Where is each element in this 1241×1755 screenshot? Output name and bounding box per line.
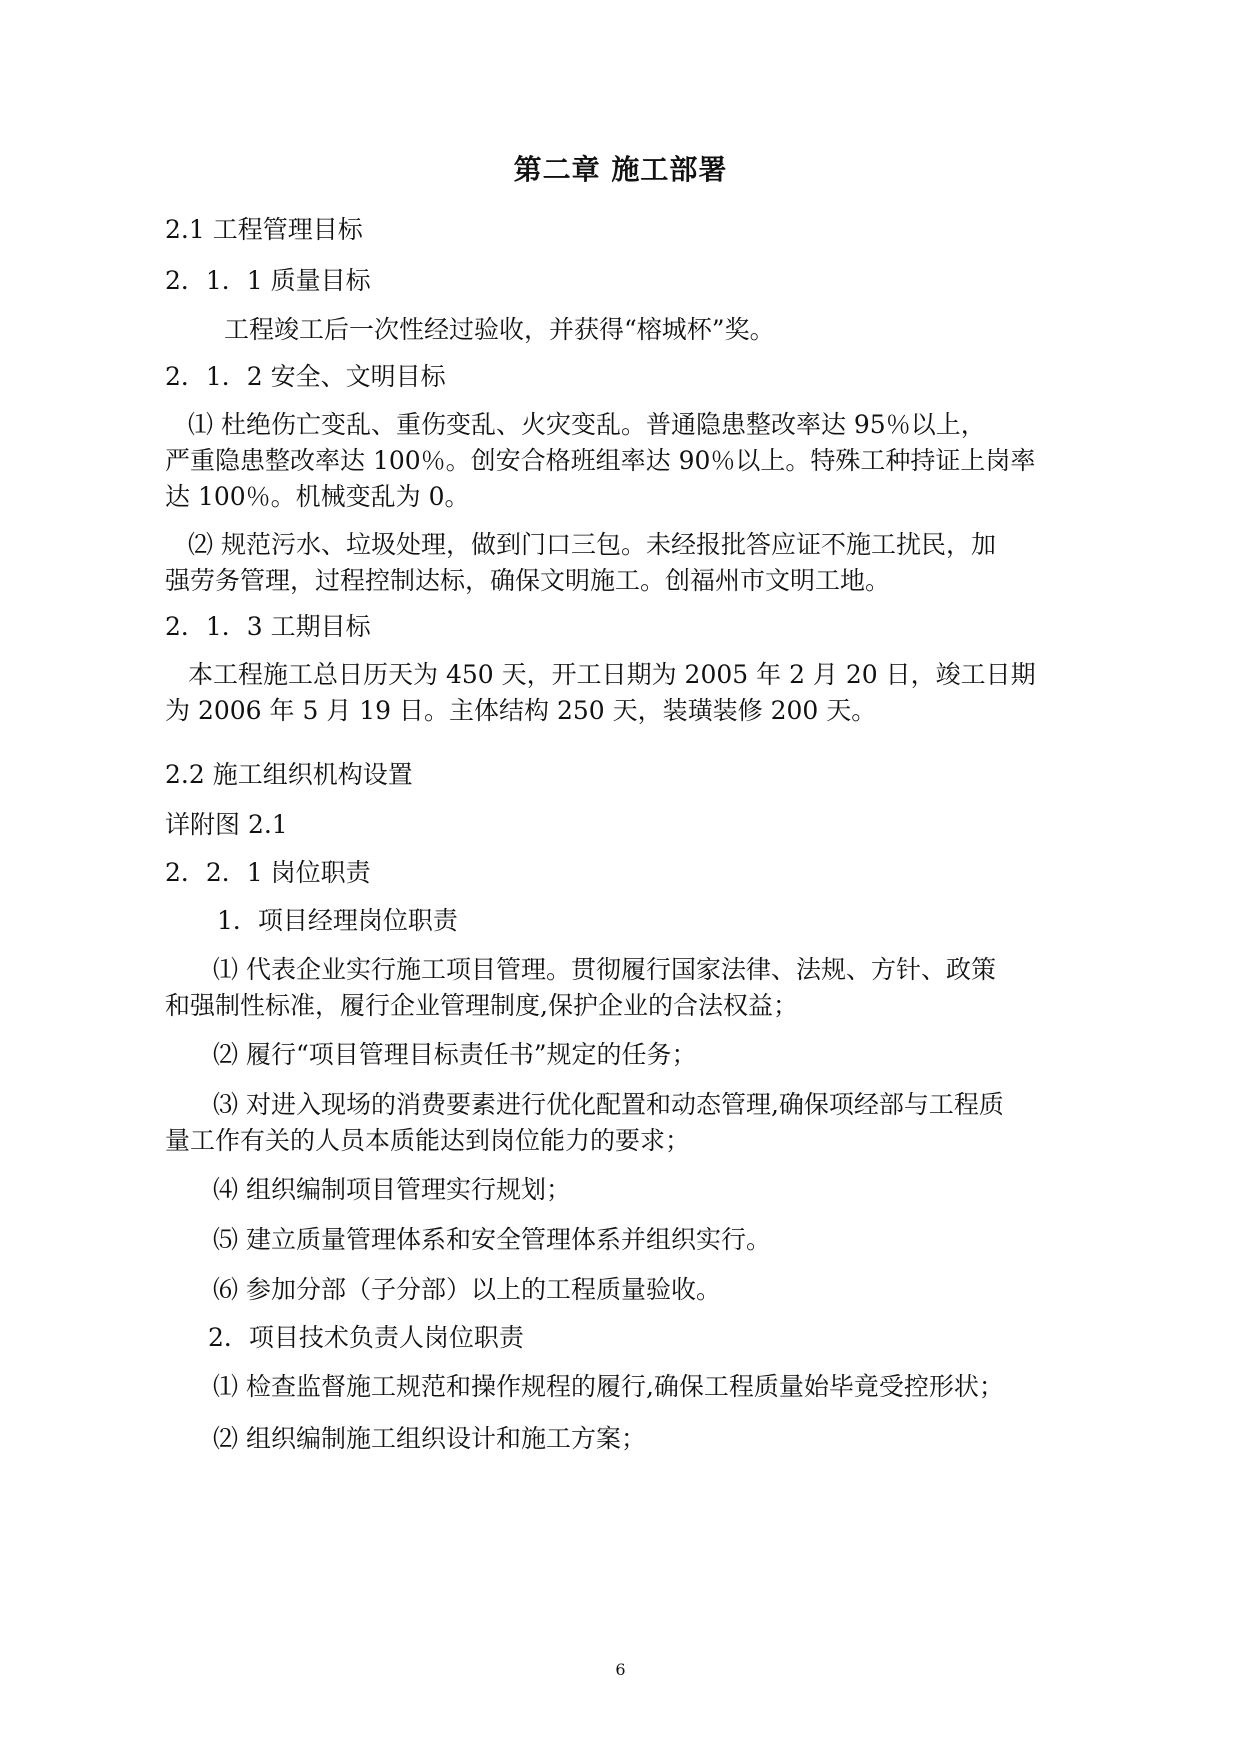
paragraph-safety-line-2: 严重隐患整改率达 100％。创安合格班组率达 90％以上。特殊工种持证上岗率 — [165, 446, 1036, 475]
paragraph-quality-goal: 工程竣工后一次性经过验收，并获得“榕城杯”奖。 — [224, 315, 775, 344]
tech-duty-1: ⑴ 检查监督施工规范和操作规程的履行,确保工程质量始毕竟受控形状； — [213, 1372, 1004, 1401]
paragraph-schedule-line-2: 为 2006 年 5 月 19 日。主体结构 250 天，装璜装修 200 天。 — [165, 696, 877, 725]
paragraph-schedule-line-1: 本工程施工总日历天为 450 天，开工日期为 2005 年 2 月 20 日，竣工日期 — [188, 660, 1036, 689]
subsection-heading-2-1-3: 2．1．3 工期目标 — [165, 612, 371, 641]
pm-duty-3-line-1: ⑶ 对进入现场的消费要素进行优化配置和动态管理,确保项经部与工程质 — [213, 1090, 1004, 1119]
see-figure-note: 详附图 2.1 — [165, 810, 288, 839]
section-heading-2-2: 2.2 施工组织机构设置 — [165, 760, 413, 789]
paragraph-safety-line-1: ⑴ 杜绝伤亡变乱、重伤变乱、火灾变乱。普通隐患整改率达 95％以上， — [188, 410, 986, 439]
chapter-title: 第二章 施工部署 — [513, 153, 728, 186]
pm-duty-2: ⑵ 履行“项目管理目标责任书”规定的任务； — [213, 1040, 697, 1069]
item-heading-project-manager: 1．项目经理岗位职责 — [217, 906, 458, 935]
pm-duty-1-line-1: ⑴ 代表企业实行施工项目管理。贯彻履行国家法律、法规、方针、政策 — [213, 955, 996, 984]
pm-duty-6: ⑹ 参加分部（子分部）以上的工程质量验收。 — [213, 1275, 721, 1304]
item-heading-technical-lead: 2．项目技术负责人岗位职责 — [208, 1323, 524, 1352]
pm-duty-3-line-2: 量工作有关的人员本质能达到岗位能力的要求； — [165, 1126, 691, 1155]
pm-duty-1-line-2: 和强制性标准，履行企业管理制度,保护企业的合法权益； — [165, 991, 798, 1020]
pm-duty-5: ⑸ 建立质量管理体系和安全管理体系并组织实行。 — [213, 1225, 771, 1254]
section-heading-2-1: 2.1 工程管理目标 — [165, 215, 363, 244]
paragraph-civil-line-2: 强劳务管理，过程控制达标，确保文明施工。创福州市文明工地。 — [165, 566, 891, 595]
paragraph-safety-line-3: 达 100％。机械变乱为 0。 — [165, 482, 470, 511]
tech-duty-2: ⑵ 组织编制施工组织设计和施工方案； — [213, 1424, 646, 1453]
subsection-heading-2-1-1: 2．1．1 质量目标 — [165, 266, 371, 295]
subsection-heading-2-1-2: 2．1．2 安全、文明目标 — [165, 362, 446, 391]
subsection-heading-2-2-1: 2．2．1 岗位职责 — [165, 858, 371, 887]
page-number: 6 — [615, 1660, 626, 1679]
paragraph-civil-line-1: ⑵ 规范污水、垃圾处理，做到门口三包。未经报批答应证不施工扰民，加 — [188, 530, 996, 559]
pm-duty-4: ⑷ 组织编制项目管理实行规划； — [213, 1175, 571, 1204]
